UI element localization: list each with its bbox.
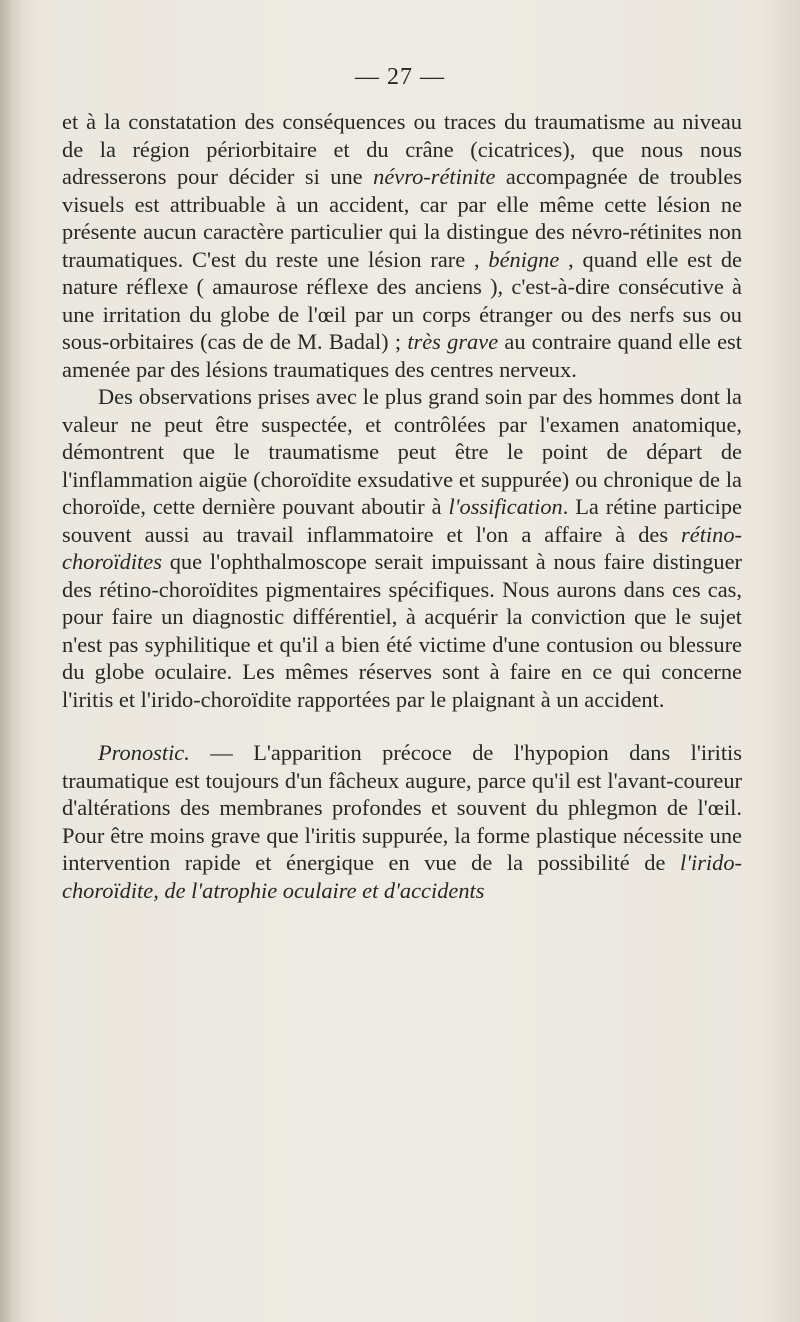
italic-run: l'ossification	[448, 494, 563, 519]
italic-run: bénigne	[488, 246, 560, 272]
text-run: et à la constatation des conséquences ou traces du traumatisme au niveau de la région périorbitaire et du crâne (cicatrices), que nous nous adresserons pour décider si une	[62, 109, 742, 189]
text-run: — L'apparition précoce de l'hypopion dans l'iritis traumatique est toujours d'un fâcheux augure, parce qu'il est l'avant-coureur d'altérations des membranes profondes et souvent du phlegmon de l'œil. Pour être moins grave que l'iritis suppurée, la forme plastique nécessite une intervention rapide et énergique en vue de la possibilité de	[62, 740, 742, 875]
page-spine-shadow	[0, 0, 22, 1322]
text-run: que l'ophthalmoscope serait impuissant à nous faire distinguer des rétino-choroïdites pigmentaires spécifiques. Nous aurons dans ces cas, pour faire un diagnostic différentiel, à acquérir la conviction que le sujet n'est pas syphilitique et qu'il a bien été victime d'une contusion ou blessure du globe oculaire. Les mêmes réserves sont à faire en ce qui concerne l'iritis et l'irido-choroïdite rapportées par le plaignant à un accident.	[62, 549, 742, 712]
text-run: au contraire quand elle est amenée par des lésions traumatiques des centres nerveux.	[62, 329, 742, 382]
paragraph-pronostic	[62, 739, 742, 904]
italic-run: très grave	[407, 329, 499, 354]
text-run: , quand elle est de nature réflexe ( amaurose réflexe des anciens ), c'est-à-dire consécutive à une irritation du globe de l'œil par un corps étranger ou des nerfs sus ou sous-orbitaires (cas de de M. Badal) ;	[62, 246, 742, 354]
text-run: accompagnée de troubles visuels est attribuable à un accident, car par elle même cette lésion ne présente aucun caractère particulier qui la distingue des névro-rétinites non traumatiques. C'est du reste une lésion rare ,	[62, 164, 742, 272]
paragraph-2	[62, 383, 742, 713]
text-run: . La rétine participe souvent aussi au travail inflammatoire et l'on a affaire à des	[62, 494, 742, 547]
italic-run: névro-rétinite	[373, 164, 496, 189]
italic-run: Pronostic.	[98, 740, 190, 765]
italic-run: rétino-choroïdites	[62, 521, 742, 574]
page-number: — 27 —	[355, 64, 445, 90]
body-text	[62, 108, 742, 904]
text-run: Des observations prises avec le plus grand soin par des hommes dont la valeur ne peut être suspectée, et contrôlées par l'examen anatomique, démontrent que le traumatisme peut être le point de départ de l'inflammation aigüe (choroïdite exsudative et suppurée) ou chronique de la choroïde, cette dernière pouvant aboutir à	[62, 384, 742, 519]
paragraph-1	[62, 108, 742, 383]
italic-run: l'irido-choroïdite, de l'atrophie oculaire et d'accidents	[62, 850, 742, 903]
